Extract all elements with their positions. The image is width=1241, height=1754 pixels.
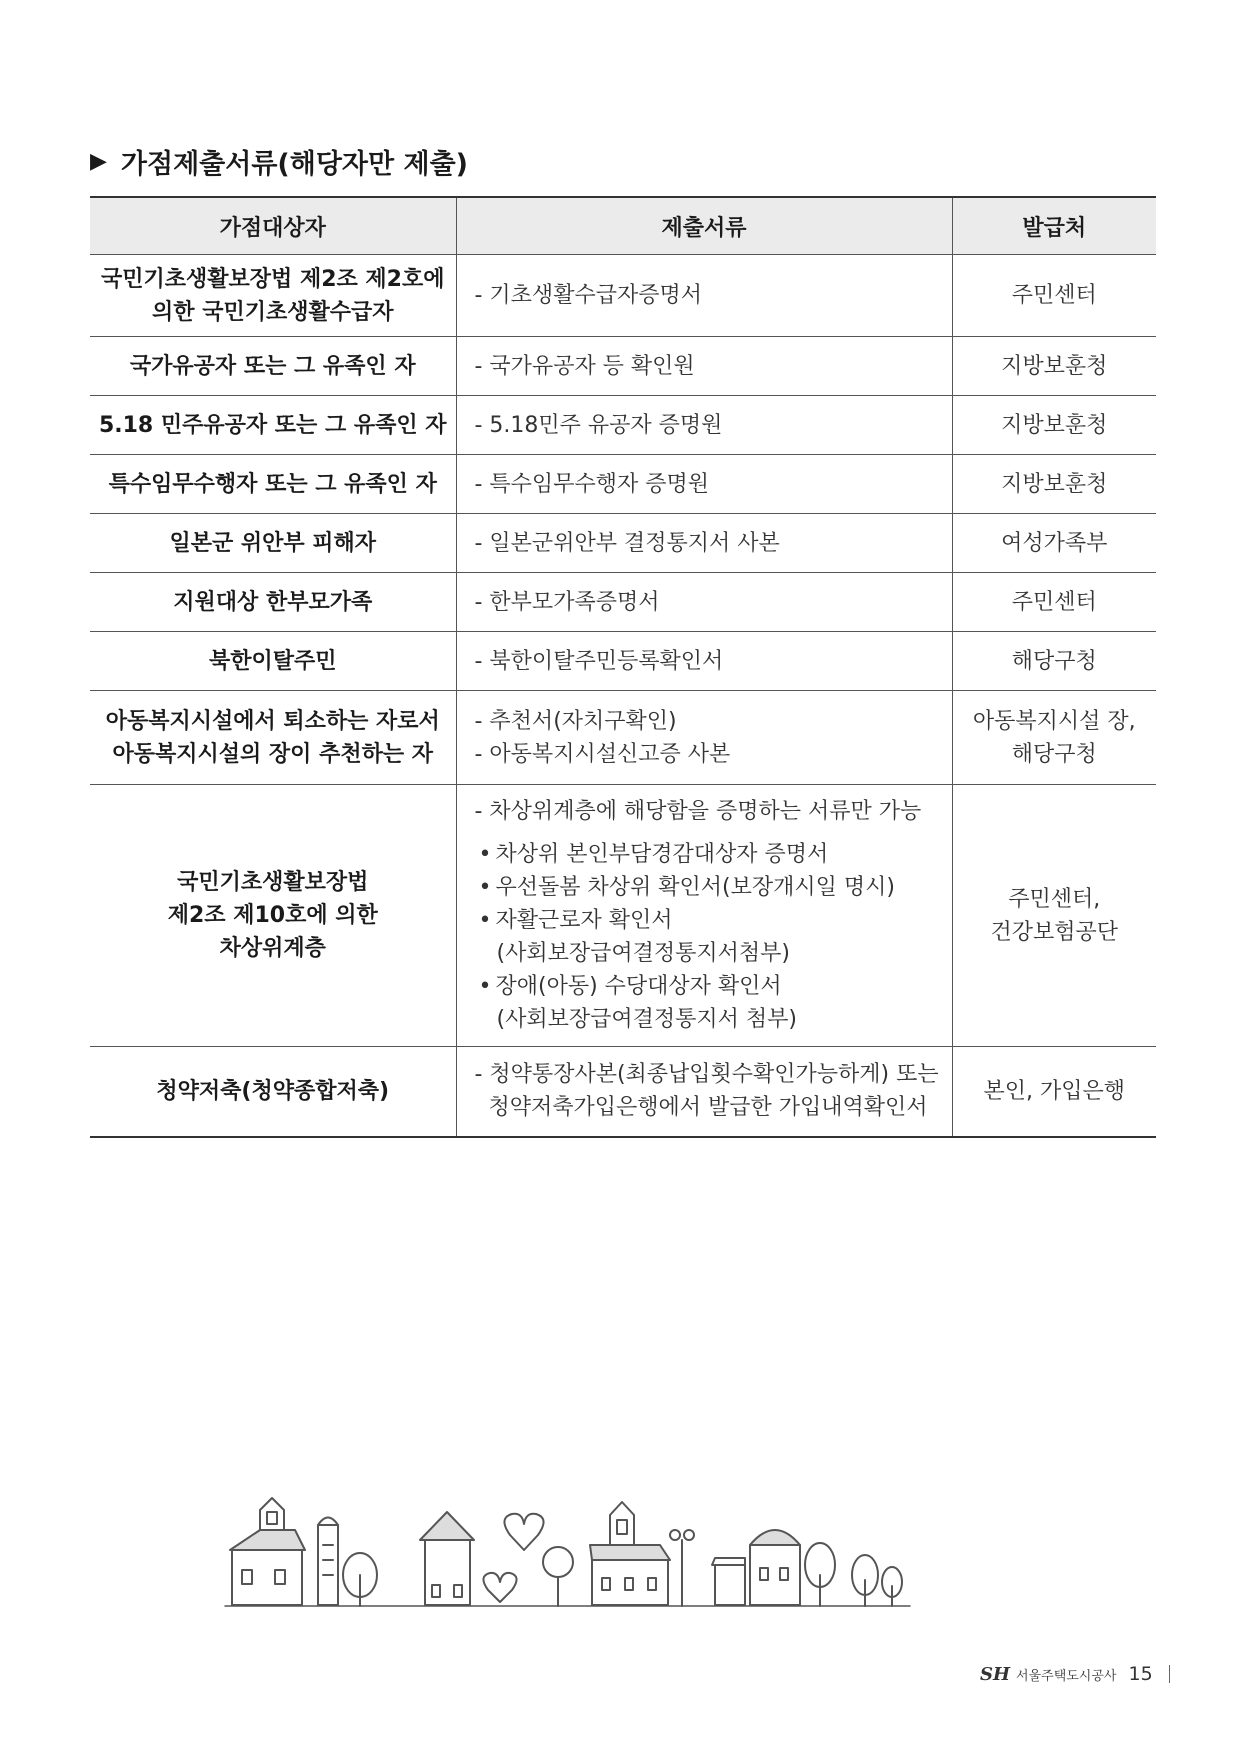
page-number: 15 bbox=[1128, 1663, 1153, 1685]
target-cell: 국민기초생활보장법 제2조 제2호에 의한 국민기초생활수급자 bbox=[90, 255, 456, 337]
target-cell: 국민기초생활보장법 제2조 제10호에 의한 차상위계층 bbox=[90, 785, 456, 1047]
table-row bbox=[90, 455, 1156, 514]
village-illustration bbox=[220, 1490, 1000, 1620]
issuer-cell: 주민센터 bbox=[952, 255, 1156, 337]
streetlamp-icon bbox=[670, 1530, 694, 1606]
house-icon bbox=[230, 1498, 305, 1605]
table-row bbox=[90, 337, 1156, 396]
list-item: • 우선돌봄 차상위 확인서(보장개시일 명시) bbox=[475, 871, 951, 904]
issuer-cell: 해당구청 bbox=[952, 632, 1156, 691]
documents-cell: - 국가유공자 등 확인원 bbox=[456, 337, 952, 396]
list-item: • 자활근로자 확인서 bbox=[475, 904, 951, 937]
issuer-cell: 아동복지시설 장, 해당구청 bbox=[952, 691, 1156, 785]
target-cell: 북한이탈주민 bbox=[90, 632, 456, 691]
target-cell: 아동복지시설에서 퇴소하는 자로서 아동복지시설의 장이 추천하는 자 bbox=[90, 691, 456, 785]
documents-cell: - 한부모가족증명서 bbox=[456, 573, 952, 632]
documents-table bbox=[90, 196, 1156, 1138]
documents-cell bbox=[456, 785, 952, 1047]
issuer-cell: 주민센터, 건강보험공단 bbox=[952, 785, 1156, 1047]
tree-icon bbox=[343, 1553, 377, 1606]
documents-cell: - 북한이탈주민등록확인서 bbox=[456, 632, 952, 691]
tree-icon bbox=[805, 1543, 902, 1606]
header-documents: 제출서류 bbox=[456, 197, 952, 255]
documents-cell: - 5.18민주 유공자 증명원 bbox=[456, 396, 952, 455]
documents-cell: - 기초생활수급자증명서 bbox=[456, 255, 952, 337]
heart-icon bbox=[483, 1514, 543, 1602]
target-cell: 특수임무수행자 또는 그 유족인 자 bbox=[90, 455, 456, 514]
issuer-cell: 주민센터 bbox=[952, 573, 1156, 632]
documents-intro: - 차상위계층에 해당함을 증명하는 서류만 가능 bbox=[474, 799, 922, 824]
target-cell: 일본군 위안부 피해자 bbox=[90, 514, 456, 573]
tree-icon bbox=[543, 1547, 573, 1606]
list-item-note: (사회보장급여결정통지서 첨부) bbox=[496, 1007, 797, 1032]
list-item: • 장애(아동) 수당대상자 확인서 bbox=[475, 970, 951, 1003]
table-row bbox=[90, 396, 1156, 455]
table-row bbox=[90, 691, 1156, 785]
table-row bbox=[90, 514, 1156, 573]
section-title bbox=[90, 142, 468, 181]
documents-cell: - 일본군위안부 결정통지서 사본 bbox=[456, 514, 952, 573]
triangle-marker-icon: ▶ bbox=[90, 149, 107, 174]
issuer-cell: 지방보훈청 bbox=[952, 396, 1156, 455]
house-icon bbox=[712, 1530, 800, 1605]
documents-cell: - 추천서(자치구확인) - 아동복지시설신고증 사본 bbox=[456, 691, 952, 785]
table-row bbox=[90, 785, 1156, 1047]
list-item-note: (사회보장급여결정통지서첨부) bbox=[496, 941, 790, 966]
sh-logo: SH bbox=[980, 1663, 1011, 1685]
target-cell: 청약저축(청약종합저축) bbox=[90, 1047, 456, 1137]
table-row bbox=[90, 255, 1156, 337]
target-cell: 국가유공자 또는 그 유족인 자 bbox=[90, 337, 456, 396]
issuer-cell: 여성가족부 bbox=[952, 514, 1156, 573]
section-title-text: 가점제출서류(해당자만 제출) bbox=[120, 149, 468, 180]
table-row bbox=[90, 632, 1156, 691]
page-footer bbox=[980, 1663, 1170, 1685]
table-header-row bbox=[90, 197, 1156, 255]
organization-name: 서울주택도시공사 bbox=[1016, 1668, 1117, 1684]
header-target: 가점대상자 bbox=[90, 197, 456, 255]
footer-divider bbox=[1169, 1665, 1170, 1683]
target-cell: 5.18 민주유공자 또는 그 유족인 자 bbox=[90, 396, 456, 455]
issuer-cell: 본인, 가입은행 bbox=[952, 1047, 1156, 1137]
house-icon bbox=[420, 1512, 474, 1605]
target-cell: 지원대상 한부모가족 bbox=[90, 573, 456, 632]
church-icon bbox=[590, 1502, 670, 1605]
table-row bbox=[90, 573, 1156, 632]
documents-cell: - 특수임무수행자 증명원 bbox=[456, 455, 952, 514]
header-issuer: 발급처 bbox=[952, 197, 1156, 255]
list-item: • 차상위 본인부담경감대상자 증명서 bbox=[475, 838, 951, 871]
issuer-cell: 지방보훈청 bbox=[952, 337, 1156, 396]
issuer-cell: 지방보훈청 bbox=[952, 455, 1156, 514]
tower-icon bbox=[318, 1518, 338, 1606]
table-row bbox=[90, 1047, 1156, 1137]
documents-cell: - 청약통장사본(최종납입횟수확인가능하게) 또는 청약저축가입은행에서 발급한 가입내역확인서 bbox=[456, 1047, 952, 1137]
